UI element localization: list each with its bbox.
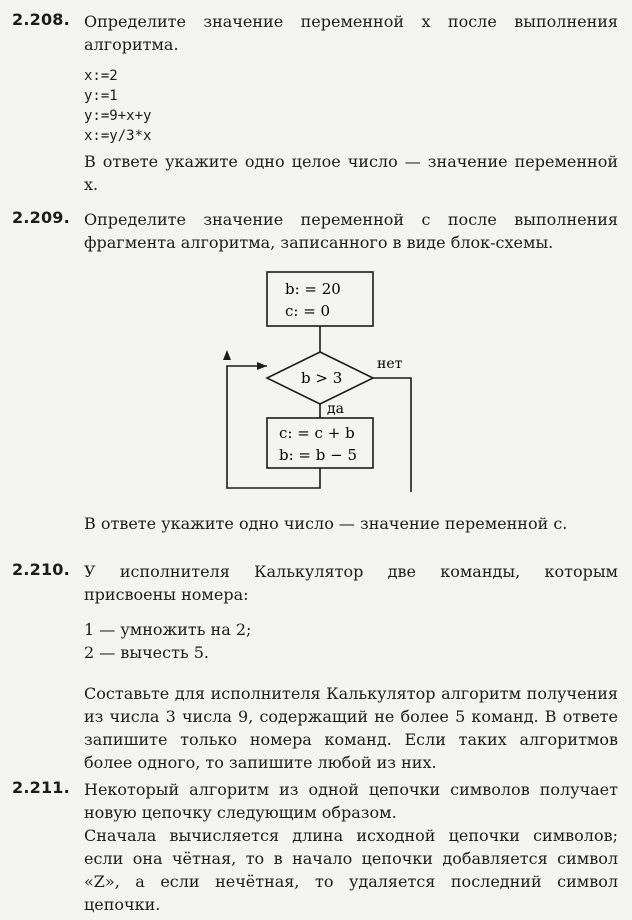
code-block	[84, 66, 151, 146]
code-line: y:=1	[84, 88, 118, 104]
condition-text: b > 3	[301, 369, 343, 387]
no-branch-line	[373, 378, 411, 492]
problem-text-continued: Сначала вычисляется длина исходной цепочки символов; если она чётная, то в начало цепочки добавляется символ «Z», а если нечётная, то удаляется последний символ цепочки.	[84, 826, 618, 914]
command-2: 2 — вычесть 5.	[84, 643, 210, 662]
problem-number: 2.208.	[12, 10, 70, 29]
answer-instruction: В ответе укажите одно число — значение переменной c.	[84, 514, 568, 533]
code-line: y:=9+x+y	[84, 108, 152, 124]
problem-text: Определите значение переменной c после выполнения фрагмента алгоритма, записанного в виде блок-схемы.	[84, 210, 618, 252]
task-text: Составьте для исполнителя Калькулятор алгоритм получения из числа 3 числа 9, содержащий не более 5 команд. В ответе запишите только номера команд. Если таких алгоритмов более одного, то запишите любой из них.	[84, 684, 618, 772]
answer-instruction: В ответе укажите одно целое число — значение переменной x.	[84, 152, 618, 194]
command-1: 1 — умножить на 2;	[84, 620, 252, 639]
arrow-head-up	[223, 350, 231, 360]
init-line-2: c: = 0	[285, 302, 331, 320]
code-line: x:=2	[84, 68, 118, 84]
problem-text: Некоторый алгоритм из одной цепочки символов получает новую цепочку следующим образом.	[84, 780, 618, 822]
problem-number: 2.209.	[12, 208, 70, 227]
problem-text: Определите значение переменной x после выполнения алгоритма.	[84, 12, 618, 54]
init-line-1: b: = 20	[285, 280, 341, 298]
arrow-head	[257, 362, 267, 370]
code-line: x:=y/3*x	[84, 128, 152, 144]
body-line-1: c: = c + b	[279, 424, 355, 442]
no-label: нет	[377, 356, 403, 372]
body-line-2: b: = b − 5	[279, 446, 358, 464]
flowchart	[215, 270, 435, 500]
command-list	[84, 618, 618, 664]
problem-number: 2.210.	[12, 560, 70, 579]
problem-text: У исполнителя Калькулятор две команды, которым присвоены номера:	[84, 562, 618, 604]
yes-label: да	[327, 401, 344, 417]
problem-number: 2.211.	[12, 778, 70, 797]
